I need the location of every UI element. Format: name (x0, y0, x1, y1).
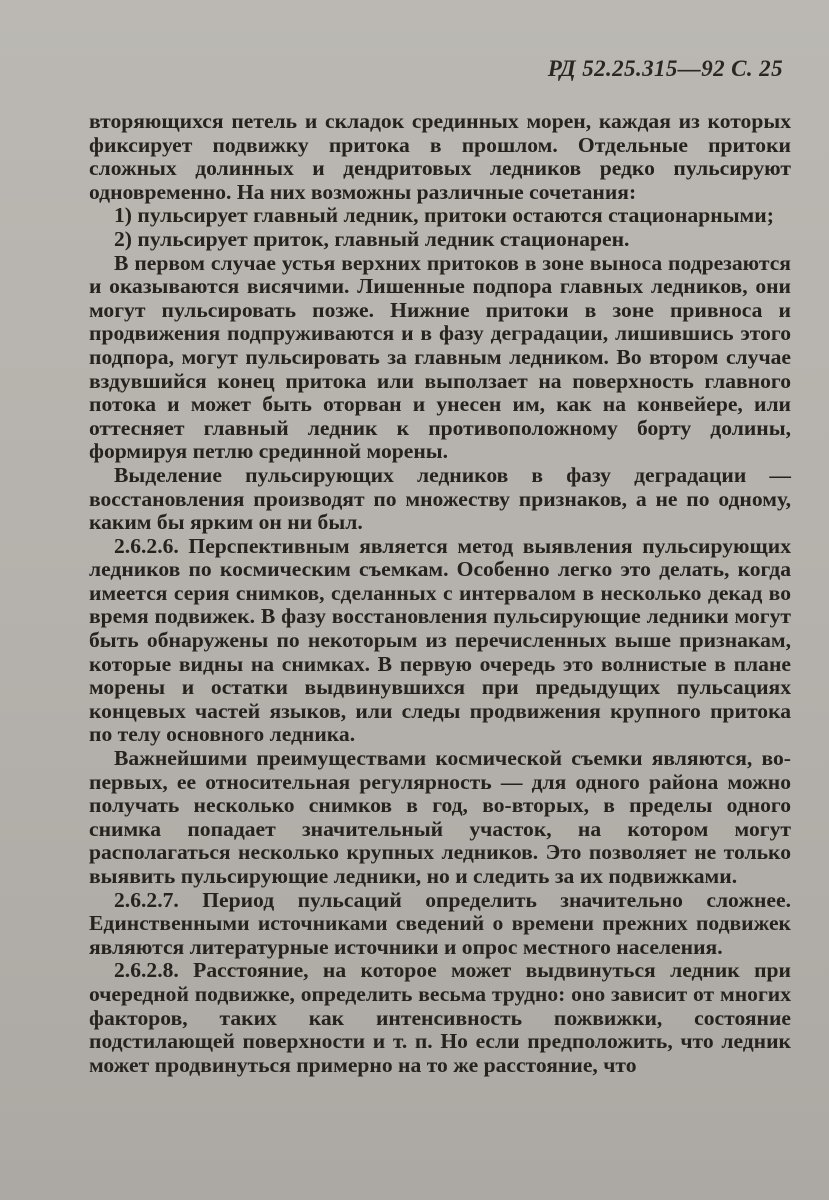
section-number: 2.6.2.8. (114, 958, 179, 983)
section-text: Период пульсаций определить значительно сложнее. Единственными источниками сведений о времени прежних подвижек являются литературные источники и опрос местного населения. (89, 887, 791, 959)
section-2-6-2-6 (89, 535, 791, 747)
running-head: РД 52.25.315—92 С. 25 (547, 56, 783, 81)
section-text: Расстояние, на которое может выдвинуться ледник при очередной подвижке, определить весьма трудно: оно зависит от многих факторов, таких как интенсивность пожвижки, состояние подстилающей поверхности и т. п. Но если предположить, что ледник может продвинуться примерно на то же расстояние, что (89, 958, 791, 1077)
paragraph-first-case: В первом случае устья верхних притоков в зоне выноса подрезаются и оказываются висячими. Лишенные подпора главных ледников, они могут пульсировать позже. Нижние притоки в зоне привноса и продвижения подпруживаются и в фазу деградации, лишившись этого подпора, могут пульсировать за главным ледником. Во втором случае вздувшийся конец притока или выползает на поверхность главного потока и может быть оторван и унесен им, как на конвейере, или оттесняет главный ледник к противоположному борту долины, формируя петлю срединной морены. (89, 250, 791, 464)
paragraph-space-imagery: Важнейшими преимуществами космической съемки являются, во-первых, ее относительная регулярность — для одного района можно получать несколько снимков в год, во-вторых, в пределы одного снимка попадает значительный участок, на котором могут располагаться несколько крупных ледников. Это позволяет не только выявить пульсирующие ледники, но и следить за их подвижками. (89, 746, 791, 888)
section-2-6-2-8 (89, 959, 791, 1077)
section-2-6-2-7 (89, 889, 791, 960)
text-body (89, 110, 791, 1077)
section-text: Перспективным является метод выявления пульсирующих ледников по космическим съемкам. Особенно легко это делать, когда имеется серия снимков, сделанных с интервалом в несколько декад во время подвижек. В фазу восстановления пульсирующие ледники могут быть обнаружены по некоторым из перечисленных выше признакам, которые видны на снимках. В первую очередь это волнистые в плане морены и остатки выдвинувшихся при предыдущих пульсациях концевых частей языков, или следы продвижения крупного притока по телу основного ледника. (89, 533, 791, 747)
list-item-2: 2) пульсирует приток, главный ледник стационарен. (114, 226, 630, 251)
paragraph-identification: Выделение пульсирующих ледников в фазу деградации — восстановления производят по множеству признаков, а не по одному, каким бы ярким он ни был. (89, 462, 791, 535)
section-number: 2.6.2.7. (114, 887, 179, 912)
section-number: 2.6.2.6. (114, 533, 179, 558)
list-item-1: 1) пульсирует главный ледник, притоки остаются стационарными; (114, 203, 774, 228)
paragraph-continuation: вторяющихся петель и складок срединных морен, каждая из которых фиксирует подвижку притока в прошлом. Отдельные притоки сложных долинных и дендритовых ледников редко пульсируют одновременно. На них возможны различные сочетания: (89, 109, 791, 204)
